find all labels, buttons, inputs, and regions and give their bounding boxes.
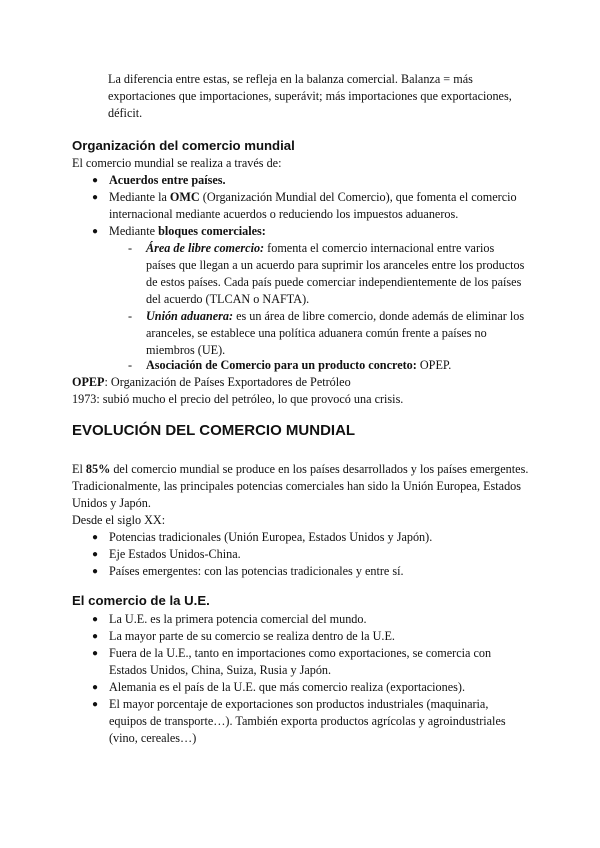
bullet-icon: ● [92,699,99,710]
sub-item-libre-comercio [146,240,526,308]
sub-item-union-aduanera-bold: Unión aduanera: [146,309,234,323]
ue-list-item: La U.E. es la primera potencia comercial del mundo. [109,612,367,626]
evol-paragraph-post: del comercio mundial se produce en los países desarrollados y los países emergentes. Tradicionalmente, las principales potencias comerciales han sido la Unión Europea, Estados Unidos y Japón. [72,462,529,510]
bullet-icon: ● [92,631,99,642]
bullet-icon: ● [92,566,99,577]
evol-list-item: Potencias tradicionales (Unión Europea, Estados Unidos y Japón). [109,530,433,544]
sub-item-union-aduanera [146,308,526,359]
evol-since-text: Desde el siglo XX: [72,513,166,527]
org-item-bloques-bold: bloques comerciales: [158,224,266,238]
ue-list-item: Alemania es el país de la U.E. que más comercio realiza (exportaciones). [109,680,465,694]
sub-item-libre-comercio-bold: Área de libre comercio: [146,241,265,255]
org-item-bloques-pre: Mediante [109,224,159,238]
section-heading-evolucion: EVOLUCIÓN DEL COMERCIO MUNDIAL [72,422,356,439]
dash-marker: - [128,358,133,372]
sub-item-union-aduanera-text: es un área de libre comercio, donde además de eliminar los aranceles, se establece una política aduanera común frente a países no miembros (UE). [146,309,525,357]
bullet-icon: ● [92,192,99,203]
org-item-acuerdos-text: Acuerdos entre países. [109,173,226,187]
opep-text: : Organización de Países Exportadores de Petróleo [104,375,351,389]
org-item-omc-bold: OMC [169,190,200,204]
evol-paragraph-bold: 85% [85,462,111,476]
dash-marker: - [128,241,133,255]
org-item-bloques [109,223,529,240]
org-item-acuerdos [109,172,529,189]
intro-paragraph: La diferencia entre estas, se refleja en la balanza comercial. Balanza = más exportaciones que importaciones, superávit; más importaciones que exportaciones, déficit. [108,72,512,120]
ue-list-item: El mayor porcentaje de exportaciones son productos industriales (maquinaria, equipos de transporte…). También exporta productos agrícolas y agroindustriales (vino, cereales…) [109,697,506,745]
bullet-icon: ● [92,549,99,560]
org-item-omc [109,189,529,223]
sub-item-asociacion-bold: Asociación de Comercio para un producto concreto: [146,358,417,372]
bullet-icon: ● [92,532,99,543]
org-item-omc-pre: Mediante la [109,190,170,204]
evol-paragraph [72,461,532,512]
section-heading-organizacion: Organización del comercio mundial [72,138,295,153]
opep-bold: OPEP [72,375,105,389]
ue-list-item: Fuera de la U.E., tanto en importaciones como exportaciones, se comercia con Estados Unidos, China, Suiza, Rusia y Japón. [109,646,492,677]
bullet-icon: ● [92,614,99,625]
note-1973: 1973: subió mucho el precio del petróleo, lo que provocó una crisis. [72,392,404,406]
dash-marker: - [128,309,133,323]
bullet-icon: ● [92,648,99,659]
evol-paragraph-pre: El [72,462,86,476]
evol-list-item: Países emergentes: con las potencias tradicionales y entre sí. [109,564,404,578]
sub-item-asociacion [146,357,526,374]
org-lead-text: El comercio mundial se realiza a través de: [72,156,282,170]
org-item-omc-post: (Organización Mundial del Comercio), que fomenta el comercio internacional mediante acuerdos o reduciendo los impuestos aduaneros. [109,190,517,221]
sub-item-asociacion-text: OPEP. [416,358,452,372]
bullet-icon: ● [92,682,99,693]
bullet-icon: ● [92,175,99,186]
ue-list-item: La mayor parte de su comercio se realiza dentro de la U.E. [109,629,395,643]
opep-definition [72,374,351,391]
evol-list-item: Eje Estados Unidos-China. [109,547,241,561]
bullet-icon: ● [92,226,99,237]
section-heading-ue: El comercio de la U.E. [72,593,210,608]
sub-item-libre-comercio-text: fomenta el comercio internacional entre varios países que llegan a un acuerdo para suprimir los aranceles entre los productos de estos países. Cada país puede comerciar independientemente de los países del acuerdo (TLCAN o NAFTA). [146,241,525,306]
